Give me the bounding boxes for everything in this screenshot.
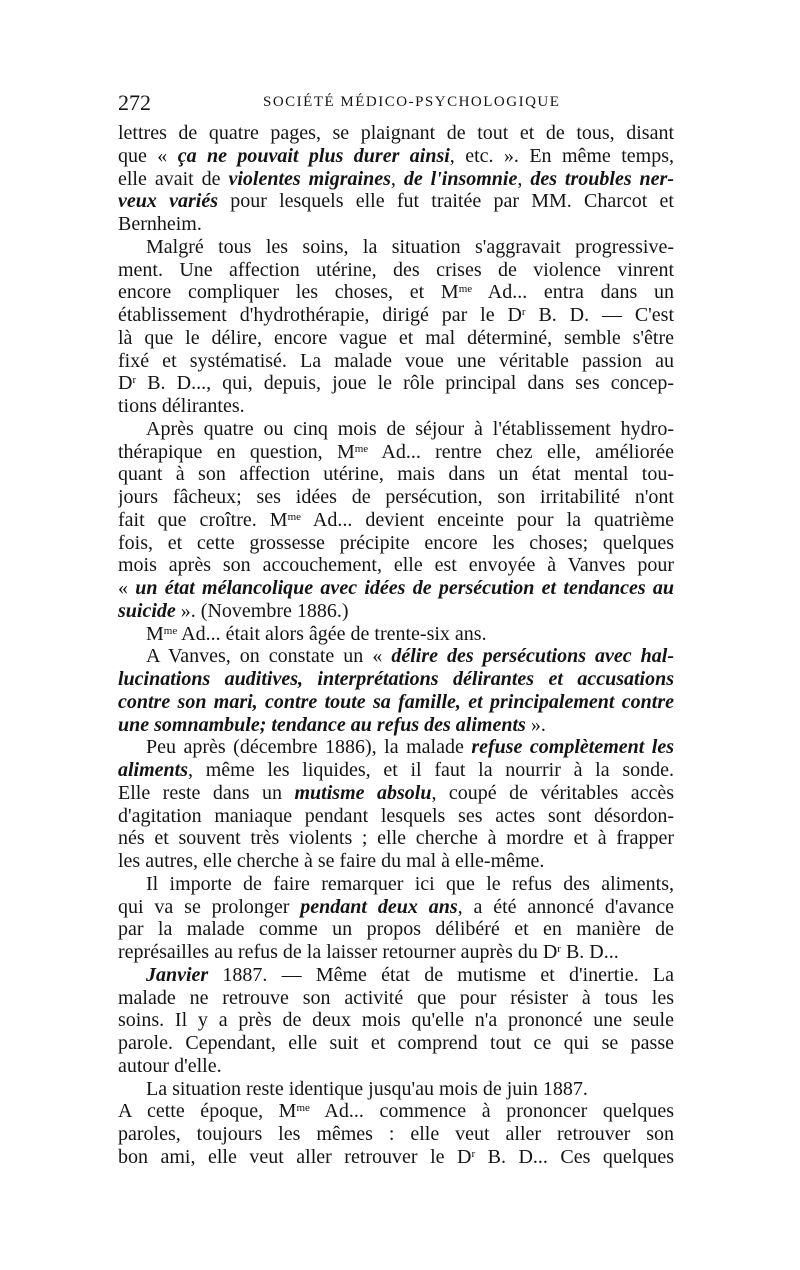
text-line bbox=[118, 1146, 674, 1169]
text-run: les autres, elle cherche à se faire du mal à elle-même. bbox=[118, 850, 545, 872]
text-line bbox=[118, 418, 674, 441]
text-run: , etc. ». En même temps, bbox=[449, 144, 674, 167]
superscript: me bbox=[458, 283, 473, 296]
text-run: Peu après (décembre 1886), la malade bbox=[146, 736, 472, 759]
text-line bbox=[118, 395, 674, 418]
text-run: ». (Novembre 1886.) bbox=[175, 599, 349, 622]
text-run: , bbox=[390, 167, 404, 190]
superscript: me bbox=[354, 442, 369, 455]
text-run: nés et souvent très violents ; elle cherche à mordre et à frapper bbox=[118, 827, 674, 850]
italic-text: aliments bbox=[118, 759, 189, 781]
text-run: Ad... rentre chez elle, améliorée bbox=[368, 440, 674, 463]
text-line bbox=[118, 122, 674, 145]
text-run: par la malade comme un propos délibéré et en manière de bbox=[118, 918, 674, 941]
text-line bbox=[118, 486, 674, 509]
italic-text: veux variés bbox=[118, 190, 218, 213]
text-line bbox=[118, 1055, 674, 1078]
text-run: soins. Il y a près de deux mois qu'elle n'a prononcé une seule bbox=[118, 1009, 674, 1032]
text-run: , a été annoncé d'avance bbox=[457, 895, 674, 918]
italic-text: mutisme absolu bbox=[294, 781, 432, 804]
text-run: mois après son accouchement, elle est envoyée à Vanves pour bbox=[118, 554, 674, 577]
text-line bbox=[118, 941, 674, 964]
text-line bbox=[118, 918, 674, 941]
text-run: elle avait de bbox=[118, 167, 229, 190]
text-run: La situation reste identique jusqu'au mois de juin 1887. bbox=[146, 1077, 588, 1100]
text-run: jours fâcheux; ses idées de persécution, son irritabilité n'ont bbox=[118, 486, 674, 508]
text-line bbox=[118, 827, 674, 850]
text-run: que « bbox=[118, 144, 178, 167]
text-run: d'agitation maniaque pendant lesquels ses actes sont désordon- bbox=[118, 804, 674, 827]
superscript: r bbox=[521, 305, 526, 318]
superscript: me bbox=[163, 624, 178, 637]
text-line bbox=[118, 1009, 674, 1032]
italic-text: délire des persécutions avec hal- bbox=[391, 645, 674, 668]
text-line bbox=[118, 145, 674, 168]
text-run: Après quatre ou cinq mois de séjour à l'établissement hydro- bbox=[146, 417, 674, 440]
text-line bbox=[118, 782, 674, 805]
text-line bbox=[118, 236, 674, 259]
italic-text: violentes migraines bbox=[228, 167, 391, 190]
text-line bbox=[118, 600, 674, 623]
text-line bbox=[118, 850, 674, 873]
text-line bbox=[118, 896, 674, 919]
text-run: parole. Cependant, elle suit et comprend tout ce qui se passe bbox=[118, 1032, 674, 1054]
italic-text: un état mélancolique avec idées de persécution et tendances au bbox=[135, 577, 674, 599]
text-line bbox=[118, 1100, 674, 1123]
text-run: , coupé de véritables accès bbox=[431, 781, 674, 804]
text-run: lettres de quatre pages, se plaignant de tout et de tous, disant bbox=[118, 122, 674, 144]
text-run: fixé et systématisé. La malade voue une véritable passion au bbox=[118, 349, 674, 372]
text-run: , même les liquides, et il faut la nourrir à la sonde. bbox=[188, 759, 674, 781]
text-run: quant à son affection utérine, mais dans un état mental tou- bbox=[118, 463, 674, 486]
text-run: Ad... était alors âgée de trente-six ans. bbox=[177, 622, 487, 645]
text-run: ment. Une affection utérine, des crises de violence vinrent bbox=[118, 258, 674, 281]
text-run: établissement d'hydrothérapie, dirigé par le D bbox=[118, 304, 522, 326]
text-run: M bbox=[146, 622, 164, 645]
text-run: Ad... entra dans un bbox=[472, 281, 674, 304]
text-run: fait que croître. M bbox=[118, 508, 288, 531]
text-line bbox=[118, 645, 674, 668]
text-run: là que le délire, encore vague et mal déterminé, semble s'être bbox=[118, 326, 674, 349]
text-run: paroles, toujours les mêmes : elle veut aller retrouver son bbox=[118, 1123, 674, 1145]
text-run: B. D. — C'est bbox=[525, 304, 674, 326]
text-run: qui va se prolonger bbox=[118, 895, 301, 918]
text-run: pour lesquels elle fut traitée par MM. Charcot et bbox=[217, 190, 674, 213]
text-run: B. D... bbox=[560, 941, 619, 963]
page-number: 272 bbox=[118, 90, 151, 115]
superscript: me bbox=[287, 510, 302, 523]
text-run: représailles au refus de la laisser retourner auprès du D bbox=[118, 941, 558, 963]
superscript: me bbox=[296, 1102, 310, 1115]
text-run: B. D..., qui, depuis, joue le rôle principal dans ses concep- bbox=[136, 372, 674, 395]
italic-text: suicide bbox=[118, 599, 176, 622]
text-line bbox=[118, 805, 674, 828]
italic-text: pendant deux ans bbox=[300, 895, 458, 918]
text-line bbox=[118, 964, 674, 987]
italic-text: refuse complètement les bbox=[471, 736, 674, 759]
text-run: , bbox=[517, 167, 531, 190]
text-run: bon ami, elle veut aller retrouver le D bbox=[118, 1145, 472, 1168]
text-line bbox=[118, 1123, 674, 1146]
text-run: Il importe de faire remarquer ici que le refus des aliments, bbox=[146, 872, 674, 895]
text-run: B. D... Ces quelques bbox=[475, 1145, 674, 1168]
text-line bbox=[118, 463, 674, 486]
text-run: Elle reste dans un bbox=[118, 781, 295, 804]
text-run: A Vanves, on constate un « bbox=[146, 645, 392, 668]
text-line bbox=[118, 190, 674, 213]
text-line bbox=[118, 350, 674, 373]
text-line bbox=[118, 759, 674, 782]
italic-text: ça ne pouvait plus durer ainsi bbox=[177, 144, 450, 167]
text-line bbox=[118, 213, 674, 236]
text-line bbox=[118, 554, 674, 577]
text-run: fois, et cette grossesse précipite encore les choses; quelques bbox=[118, 531, 674, 554]
text-run: 1887. — Même état de mutisme et d'inertie. La bbox=[208, 963, 674, 986]
text-line bbox=[118, 168, 674, 191]
text-line bbox=[118, 577, 674, 600]
superscript: r bbox=[557, 942, 561, 955]
text-line bbox=[118, 623, 674, 646]
text-run: D bbox=[118, 372, 133, 395]
text-line bbox=[118, 736, 674, 759]
italic-text: des troubles ner- bbox=[530, 167, 674, 190]
body-text bbox=[118, 122, 674, 1169]
text-run: autour d'elle. bbox=[118, 1054, 222, 1077]
text-line bbox=[118, 714, 674, 737]
text-line bbox=[118, 441, 674, 464]
text-line bbox=[118, 532, 674, 555]
page-header bbox=[118, 90, 674, 120]
text-run: A cette époque, M bbox=[118, 1100, 297, 1123]
text-run: ». bbox=[525, 713, 546, 736]
text-run: thérapique en question, M bbox=[118, 440, 355, 463]
text-line bbox=[118, 509, 674, 532]
text-line bbox=[118, 668, 674, 691]
text-line bbox=[118, 1078, 674, 1101]
text-run: encore compliquer les choses, et M bbox=[118, 281, 459, 304]
running-head: SOCIÉTÉ MÉDICO-PSYCHOLOGIQUE bbox=[263, 94, 561, 110]
text-run: malade ne retrouve son activité que pour résister à tous les bbox=[118, 986, 674, 1009]
text-line bbox=[118, 987, 674, 1010]
text-line bbox=[118, 1032, 674, 1055]
text-run: Ad... commence à prononcer quelques bbox=[309, 1100, 674, 1123]
text-line bbox=[118, 327, 674, 350]
italic-text: de l'insomnie bbox=[403, 167, 518, 190]
superscript: r bbox=[132, 374, 137, 387]
italic-text: contre son mari, contre toute sa famille, et principalement contre bbox=[118, 690, 674, 713]
text-line bbox=[118, 304, 674, 327]
text-run: Bernheim. bbox=[118, 213, 202, 235]
text-line bbox=[118, 873, 674, 896]
text-run: tions délirantes. bbox=[118, 395, 245, 417]
italic-text: une somnambule; tendance au refus des aliments bbox=[118, 713, 526, 736]
text-line bbox=[118, 259, 674, 282]
superscript: r bbox=[471, 1147, 476, 1160]
text-line bbox=[118, 281, 674, 304]
text-run: Malgré tous les soins, la situation s'aggravait progressive- bbox=[146, 235, 674, 258]
text-line bbox=[118, 372, 674, 395]
italic-text: lucinations auditives, interprétations délirantes et accusations bbox=[118, 668, 674, 690]
text-run: « bbox=[118, 577, 136, 599]
italic-text: Janvier bbox=[146, 963, 209, 986]
text-run: Ad... devient enceinte pour la quatrième bbox=[301, 508, 674, 531]
text-line bbox=[118, 691, 674, 714]
